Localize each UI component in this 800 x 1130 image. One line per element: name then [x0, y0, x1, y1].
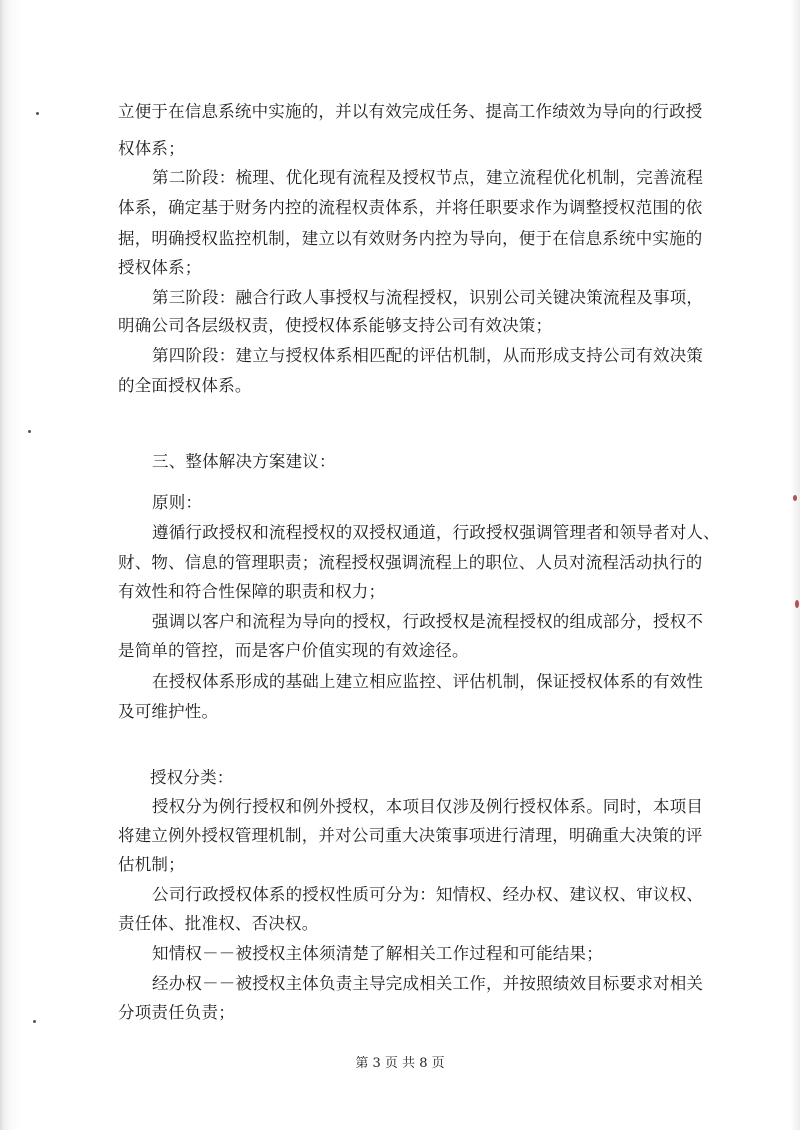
scan-edge-shadow-right — [790, 0, 800, 1130]
paragraph-line: 的全面授权体系。 — [118, 376, 252, 395]
paragraph-line: 第二阶段：梳理、优化现有流程及授权节点，建立流程优化机制，完善流程 — [152, 168, 704, 187]
paragraph-line: 知情权－－被授权主体须清楚了解相关工作过程和可能结果； — [152, 944, 603, 963]
paragraph-line: 分项责任负责； — [118, 1003, 235, 1022]
section-heading: 三、整体解决方案建议： — [152, 452, 336, 471]
paragraph-line: 财、物、信息的管理职责；流程授权强调流程上的职位、人员对流程活动执行的 — [118, 553, 703, 572]
scan-speck — [793, 495, 797, 501]
paragraph-line: 遵循行政授权和流程授权的双授权通道，行政授权强调管理者和领导者对人、 — [152, 523, 720, 542]
paragraph-line: 明确公司各层级权责，使授权体系能够支持公司有效决策； — [118, 316, 553, 335]
paragraph-line: 估机制； — [118, 855, 185, 874]
scan-edge-shadow — [0, 0, 22, 1130]
paragraph-line: 有效性和符合性保障的职责和权力； — [118, 582, 386, 601]
paragraph-line: 授权分为例行授权和例外授权，本项目仅涉及例行授权体系。同时，本项目 — [152, 797, 704, 816]
page-number-footer: 第 3 页 共 8 页 — [355, 1056, 445, 1071]
paragraph-line: 将建立例外授权管理机制，并对公司重大决策事项进行清理，明确重大决策的评 — [118, 826, 703, 845]
scan-speck — [28, 430, 31, 433]
paragraph-line: 强调以客户和流程为导向的授权，行政授权是流程授权的组成部分，授权不 — [152, 612, 704, 631]
paragraph-line: 责任体、批准权、否决权。 — [118, 914, 319, 933]
paragraph-line: 第四阶段：建立与授权体系相匹配的评估机制，从而形成支持公司有效决策 — [152, 346, 704, 365]
paragraph-line: 体系，确定基于财务内控的流程权责体系，并将任职要求作为调整授权范围的依 — [118, 198, 703, 217]
scan-speck — [33, 1020, 36, 1023]
paragraph-line: 据，明确授权监控机制，建立以有效财务内控为导向，便于在信息系统中实施的 — [118, 229, 703, 248]
paragraph-line: 第三阶段：融合行政人事授权与流程授权，识别公司关键决策流程及事项， — [152, 288, 704, 307]
paragraph-line: 公司行政授权体系的授权性质可分为：知情权、经办权、建议权、审议权、 — [152, 885, 704, 904]
paragraph-line: 及可维护性。 — [118, 702, 219, 721]
paragraph-line: 经办权－－被授权主体负责主导完成相关工作，并按照绩效目标要求对相关 — [152, 974, 704, 993]
scan-speck — [36, 112, 39, 115]
paragraph-line: 立便于在信息系统中实施的，并以有效完成任务、提高工作绩效为导向的行政授 — [118, 102, 703, 121]
paragraph-line: 权体系； — [118, 139, 185, 158]
subsection-heading: 原则： — [152, 493, 203, 512]
scan-speck — [795, 600, 799, 608]
paragraph-line: 是简单的管控，而是客户价值实现的有效途径。 — [118, 641, 469, 660]
paragraph-line: 在授权体系形成的基础上建立相应监控、评估机制，保证授权体系的有效性 — [152, 672, 704, 691]
subsection-heading: 授权分类： — [150, 768, 234, 787]
paragraph-line: 授权体系； — [118, 258, 202, 277]
